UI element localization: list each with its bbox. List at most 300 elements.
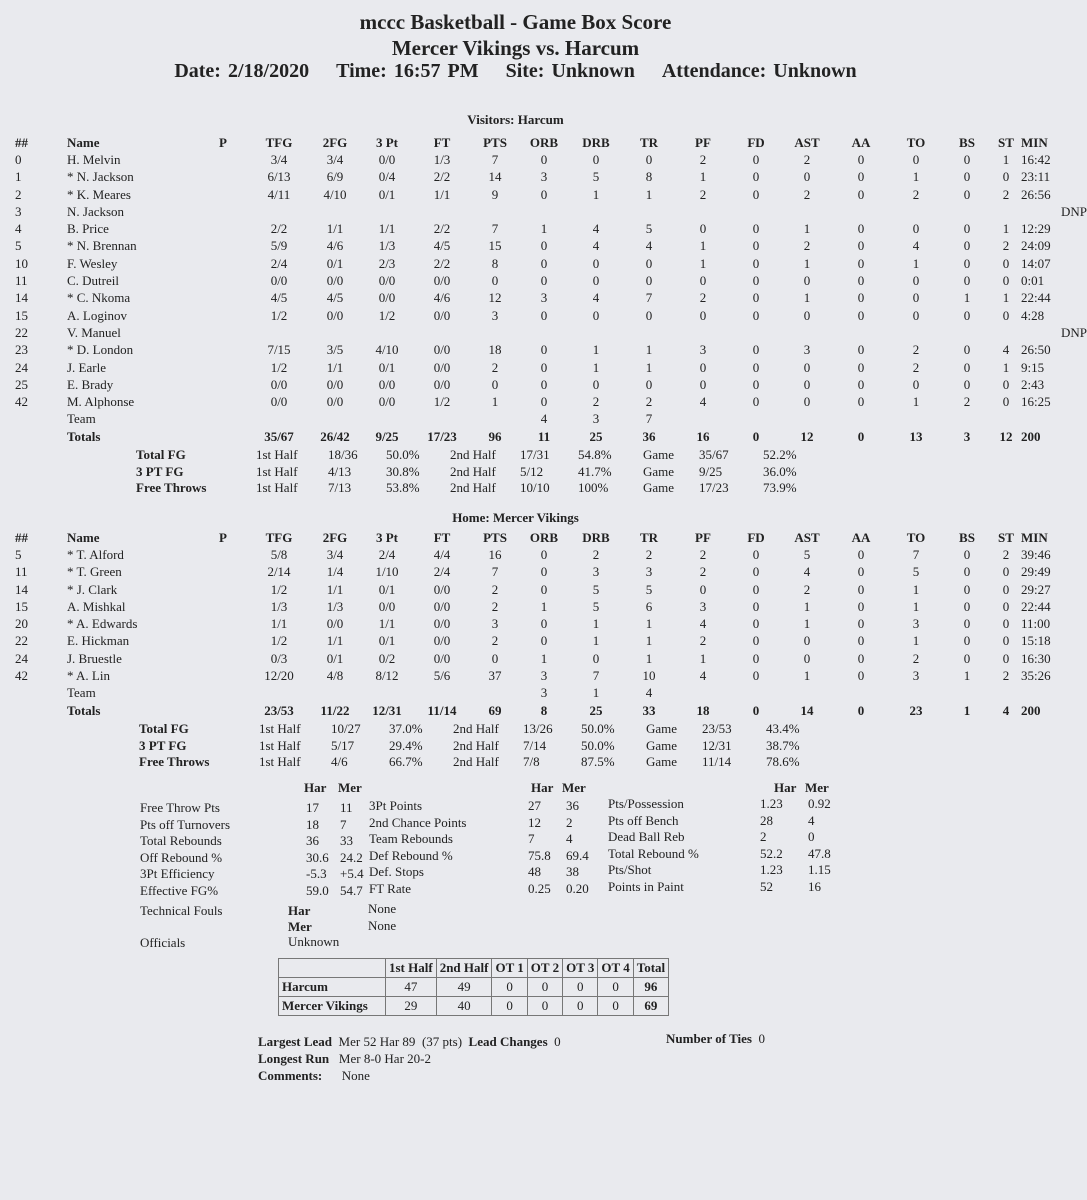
stat-cell (1021, 685, 1087, 702)
stat-cell: 0/0 (378, 273, 396, 289)
stat-cell: 4/10 (375, 342, 399, 358)
stat-cell: 7 (491, 151, 499, 167)
stat-cell (197, 598, 249, 615)
stat-cell: * T. Green (67, 564, 122, 580)
stat-cell: 0 (752, 650, 760, 666)
stat-cell: 4 (645, 238, 653, 254)
stat-cell: 2/4 (433, 564, 451, 580)
totals-cell: 0 (857, 702, 865, 718)
scoreboard-row (279, 978, 669, 997)
stat-cell: 6 (645, 598, 653, 614)
game-site: Site: Unknown (505, 60, 635, 82)
stat-cell: 1 (912, 169, 920, 185)
stat-cell (833, 203, 889, 220)
totals-cell: 200 (1021, 702, 1041, 718)
stat-cell (781, 324, 833, 341)
stat-cell (675, 203, 731, 220)
player-row (15, 169, 1087, 186)
stat-cell: 0/0 (378, 151, 396, 167)
summary-cell: 2nd Half (453, 737, 499, 753)
stat-cell: 1/2 (270, 307, 288, 323)
totals-cell (15, 702, 67, 719)
stat-cell: 0/3 (270, 650, 288, 666)
stat-cell (413, 685, 471, 702)
advanced-stat-mer: 24.2 (340, 849, 363, 865)
stat-cell: 2/2 (270, 221, 288, 237)
stat-cell: 0 (857, 342, 865, 358)
technical-har-value: None (368, 901, 397, 916)
stat-cell: 5 (645, 221, 653, 237)
column-header: BS (959, 529, 975, 545)
stat-cell: 1 (592, 186, 600, 202)
stat-cell: 0 (752, 394, 760, 410)
stat-cell: 0 (963, 238, 971, 254)
stat-cell: 5 (592, 581, 600, 597)
lead-changes-value: 0 (554, 1034, 561, 1049)
stat-cell: 0 (645, 255, 653, 271)
stat-cell: J. Earle (67, 359, 106, 375)
player-row (15, 564, 1087, 581)
col-head-har: Har (774, 780, 797, 795)
advanced-stat-label: 2nd Chance Points (369, 814, 467, 830)
stat-cell: 23 (15, 342, 28, 358)
stat-cell: 0 (963, 633, 971, 649)
column-header: DRB (582, 529, 610, 545)
stat-cell: 1 (912, 581, 920, 597)
stat-cell (569, 203, 623, 220)
stat-cell: 1/2 (378, 307, 396, 323)
stat-cell (197, 203, 249, 220)
stat-cell: 2 (912, 359, 920, 375)
period-score: 47 (386, 978, 437, 997)
column-header: Name (67, 529, 100, 545)
advanced-stat-label: Pts off Bench (608, 812, 679, 828)
stat-cell: Team (67, 411, 96, 427)
stat-cell: 0 (803, 394, 811, 410)
stat-cell: 11 (15, 564, 28, 580)
stat-cell: 0 (752, 169, 760, 185)
stat-cell: 12:29 (1021, 221, 1051, 237)
advanced-stat-mer: 36 (566, 798, 579, 813)
summary-cell: 50.0% (386, 447, 420, 463)
player-row (15, 650, 1087, 667)
stat-cell: 0 (752, 616, 760, 632)
stat-cell: 1/3 (378, 238, 396, 254)
shooting-summary-row (139, 754, 826, 771)
stat-cell: 2/14 (267, 564, 291, 580)
stat-cell (731, 411, 781, 428)
stat-cell (361, 411, 413, 428)
stat-cell: 24 (15, 650, 28, 666)
stat-cell: 15 (488, 238, 502, 254)
stat-cell: 0 (592, 255, 600, 271)
advanced-stat-label: 3Pt Points (369, 798, 423, 813)
player-row (15, 151, 1087, 168)
player-row (15, 238, 1087, 255)
stat-cell: 0/0 (433, 633, 451, 649)
stat-cell: 9:15 (1021, 359, 1045, 375)
stat-cell: 0/0 (326, 376, 344, 392)
advanced-stat-har: 52 (760, 878, 773, 894)
stat-cell: 0 (963, 307, 971, 323)
advanced-stat-label: Effective FG% (140, 882, 219, 898)
stat-cell: 16 (488, 546, 502, 562)
summary-cell: 10/27 (331, 721, 361, 737)
stat-cell: 0 (540, 359, 548, 375)
stat-cell: 0 (752, 376, 760, 392)
stat-cell: 24:09 (1021, 238, 1051, 254)
shooting-summary-row (136, 480, 823, 497)
player-row (15, 633, 1087, 650)
stat-cell: 0 (963, 546, 971, 562)
stat-cell: 4:28 (1021, 307, 1045, 323)
stat-cell: 1/1 (378, 221, 396, 237)
column-header: FD (747, 134, 765, 150)
team-name: Mercer Vikings (279, 997, 386, 1016)
advanced-stat-har: 7 (528, 831, 535, 846)
summary-cell: 1st Half (256, 463, 298, 479)
stat-cell: 0 (1002, 307, 1010, 323)
stat-cell: 0 (912, 376, 920, 392)
stat-cell: 8 (491, 255, 499, 271)
stat-cell: 0 (540, 633, 548, 649)
stat-cell (361, 324, 413, 341)
column-header: DRB (582, 134, 610, 150)
stat-cell: 0 (699, 221, 707, 237)
stat-cell: 1 (645, 186, 653, 202)
totals-cell: 33 (642, 702, 656, 718)
stat-cell: 7 (491, 221, 499, 237)
stat-cell: 0 (963, 221, 971, 237)
stat-cell (519, 203, 569, 220)
stat-cell: 0/0 (433, 273, 451, 289)
summary-cell: Game (643, 480, 675, 496)
stat-cell: 4/5 (326, 290, 344, 306)
column-header: TR (639, 134, 659, 150)
period-header: 2nd Half (436, 959, 492, 978)
stat-cell: 0 (540, 546, 548, 562)
comments-value: None (341, 1068, 370, 1083)
game-time: Time: 16:57 PM (336, 60, 479, 82)
totals-cell: 96 (488, 428, 502, 444)
stat-cell: 15 (15, 307, 28, 323)
stat-cell: 1 (912, 255, 920, 271)
advanced-stat-mer: 7 (340, 816, 347, 832)
stat-cell: 2 (645, 546, 653, 562)
summary-cell: 50.0% (581, 721, 615, 737)
stat-cell (471, 411, 519, 428)
summary-cell: 11/14 (702, 754, 732, 770)
column-header: ## (15, 529, 28, 545)
player-row (15, 411, 1087, 428)
summary-cell: 2nd Half (450, 463, 496, 479)
stat-cell: 0 (963, 616, 971, 632)
stat-cell: 7/15 (267, 342, 291, 358)
totals-cell: 0 (857, 428, 865, 444)
stat-cell: 1 (912, 633, 920, 649)
stat-cell (675, 324, 731, 341)
advanced-stat-label: FT Rate (369, 880, 412, 896)
visitors-shooting-summary (136, 447, 823, 497)
stat-cell: N. Jackson (67, 203, 125, 219)
player-row (15, 376, 1087, 393)
stat-cell: V. Manuel (67, 324, 121, 340)
stat-cell: 3 (15, 203, 22, 219)
stat-cell: 0 (540, 186, 548, 202)
player-row (15, 272, 1087, 289)
stat-cell: 0 (491, 376, 499, 392)
stat-cell: 1 (803, 255, 811, 271)
summary-cell: Total FG (139, 721, 189, 737)
stat-cell: C. Dutreil (67, 273, 119, 289)
stat-cell: 0 (1002, 273, 1010, 289)
column-header: P (219, 529, 227, 545)
summary-cell: 36.0% (763, 463, 797, 479)
stat-cell: DNP (1060, 324, 1087, 340)
stat-cell: 0 (857, 151, 865, 167)
advanced-stat-mer: 2 (566, 814, 573, 830)
stat-cell: 0/0 (270, 376, 288, 392)
stat-cell: 0 (857, 668, 865, 684)
stat-cell: 0 (803, 376, 811, 392)
stat-cell (731, 685, 781, 702)
stat-cell: 3/4 (326, 151, 344, 167)
column-header: TO (906, 529, 926, 545)
visitors-title: Visitors: Harcum (467, 112, 564, 127)
stat-cell: 2 (803, 186, 811, 202)
stat-cell: 2/4 (378, 546, 396, 562)
stat-cell (197, 411, 249, 428)
stat-cell: 2 (491, 581, 499, 597)
stat-cell: DNP (1060, 203, 1087, 219)
stat-cell (623, 324, 675, 341)
advanced-stat-mer: 4 (808, 812, 815, 828)
table-header-row (15, 529, 1087, 546)
stat-cell: 1 (699, 255, 707, 271)
totals-cell: 25 (589, 428, 603, 444)
summary-cell: 4/13 (328, 463, 352, 479)
column-header: BS (959, 134, 975, 150)
totals-cell: 25 (589, 702, 603, 718)
stat-cell: 2 (1002, 238, 1010, 254)
stat-cell (197, 151, 249, 168)
summary-cell: 2nd Half (450, 480, 496, 496)
column-header: PTS (483, 529, 507, 545)
summary-cell: 38.7% (766, 737, 800, 753)
totals-row (15, 702, 1087, 719)
stat-cell: 0 (1002, 394, 1010, 410)
stat-cell: 0/1 (378, 359, 396, 375)
summary-cell: 3 PT FG (139, 737, 187, 753)
stat-cell: 3 (491, 616, 499, 632)
stat-cell: 1 (592, 359, 600, 375)
player-row (15, 685, 1087, 702)
stat-cell: 8 (645, 169, 653, 185)
stat-cell: 3/4 (270, 151, 288, 167)
ties-label: Number of Ties (666, 1031, 752, 1046)
ties-value: 0 (758, 1031, 765, 1046)
period-score: 0 (563, 997, 598, 1016)
stat-cell (197, 546, 249, 563)
advanced-stat-har: 12 (528, 814, 541, 830)
stat-cell: 0 (1002, 581, 1010, 597)
stat-cell (889, 411, 943, 428)
column-header: FT (433, 134, 451, 150)
stat-cell: 1 (491, 394, 499, 410)
summary-cell: 4/6 (331, 754, 348, 770)
stat-cell (569, 324, 623, 341)
summary-cell: 66.7% (389, 754, 423, 770)
period-score: 29 (386, 997, 437, 1016)
totals-cell: 18 (696, 702, 710, 718)
stat-cell (781, 685, 833, 702)
totals-cell: 0 (752, 702, 760, 718)
stat-cell: 14:07 (1021, 255, 1051, 271)
stat-cell: 2 (491, 633, 499, 649)
stat-cell: 0 (857, 221, 865, 237)
stat-cell: 5 (15, 546, 22, 562)
totals-cell: 12 (999, 428, 1013, 444)
stat-cell: 1 (645, 342, 653, 358)
longest-run-value: Mer 8-0 Har 20-2 (338, 1051, 431, 1066)
summary-cell: Game (643, 463, 675, 479)
stat-cell: 0 (491, 650, 499, 666)
stat-cell: 0 (491, 273, 499, 289)
column-header: ST (998, 529, 1014, 545)
period-header: 1st Half (386, 959, 437, 978)
player-row (15, 581, 1087, 598)
stat-cell: 1 (592, 342, 600, 358)
advanced-stat-mer: 11 (340, 800, 353, 815)
stat-cell: 7 (645, 290, 653, 306)
stat-cell: E. Hickman (67, 633, 130, 649)
period-header (279, 959, 386, 978)
period-score: 0 (598, 997, 633, 1016)
stat-cell (197, 633, 249, 650)
stat-cell: 0 (699, 581, 707, 597)
report-title: mccc Basketball - Game Box Score (359, 10, 672, 34)
stat-cell: 4 (592, 221, 600, 237)
stat-cell (471, 685, 519, 702)
stat-cell: 1 (803, 290, 811, 306)
stat-cell: 3 (540, 169, 548, 185)
stat-cell: 0 (752, 359, 760, 375)
stat-cell: 0 (540, 564, 548, 580)
totals-cell (197, 428, 249, 445)
column-header: 2FG (322, 529, 348, 545)
stat-cell (197, 290, 249, 307)
column-header: AST (794, 134, 820, 150)
column-header: TR (639, 529, 659, 545)
totals-cell: 11/22 (320, 702, 350, 718)
advanced-stat-mer: 1.15 (808, 862, 831, 877)
stat-cell: 1 (1002, 290, 1010, 306)
summary-cell: 1st Half (259, 754, 301, 770)
totals-cell: 11 (537, 428, 551, 444)
player-row (15, 393, 1087, 410)
advanced-stat-har: 18 (306, 816, 319, 832)
advanced-stat-har: 59.0 (306, 882, 329, 898)
advanced-stat-label: Pts off Turnovers (140, 816, 231, 832)
stat-cell (197, 342, 249, 359)
stat-cell (943, 324, 991, 341)
stat-cell: A. Loginov (67, 307, 127, 323)
stat-cell: 2 (803, 238, 811, 254)
period-score: 49 (436, 978, 492, 997)
stat-cell: 20 (15, 616, 28, 632)
stat-cell: 0 (540, 616, 548, 632)
stat-cell (197, 255, 249, 272)
stat-cell: 3 (540, 668, 548, 684)
column-header: MIN (1021, 529, 1048, 545)
summary-cell: Free Throws (139, 754, 210, 770)
stat-cell (675, 685, 731, 702)
summary-cell: 43.4% (766, 721, 800, 737)
stat-cell: 26:50 (1021, 342, 1051, 358)
stat-cell: 3 (912, 616, 920, 632)
stat-cell: 0 (540, 581, 548, 597)
stat-cell: 0 (857, 394, 865, 410)
stat-cell: 1 (803, 221, 811, 237)
stat-cell: B. Price (67, 221, 109, 237)
stat-cell: 0 (699, 307, 707, 323)
stat-cell (731, 324, 781, 341)
stat-cell: 0 (912, 307, 920, 323)
stat-cell: 0/0 (326, 394, 344, 410)
stat-cell: 1/1 (378, 616, 396, 632)
stat-cell: 0 (912, 290, 920, 306)
stat-cell (519, 324, 569, 341)
stat-cell: 0 (540, 342, 548, 358)
stat-cell: 4/8 (326, 668, 344, 684)
stat-cell: 0/0 (326, 616, 344, 632)
scoring-by-period-table (278, 958, 669, 1016)
shooting-summary-row (136, 464, 823, 481)
stat-cell: 0 (857, 581, 865, 597)
stat-cell: 4 (592, 238, 600, 254)
stat-cell (1021, 411, 1087, 428)
totals-cell: 200 (1021, 428, 1041, 444)
stat-cell: 0 (752, 255, 760, 271)
stat-cell (889, 685, 943, 702)
summary-cell: 18/36 (328, 447, 358, 463)
stat-cell: 0 (803, 273, 811, 289)
stat-cell: 14 (15, 581, 28, 597)
stat-cell: 2 (699, 546, 707, 562)
stat-cell: 2 (1002, 546, 1010, 562)
stat-cell: 2 (1002, 668, 1010, 684)
stat-cell: * K. Meares (67, 186, 131, 202)
advanced-stat-mer: 0 (808, 829, 815, 844)
stat-cell: 0/1 (378, 186, 396, 202)
stat-cell: 0 (1002, 376, 1010, 392)
summary-cell: 54.8% (578, 447, 612, 463)
advanced-stat-mer: +5.4 (340, 866, 364, 881)
stat-cell (471, 324, 519, 341)
stat-cell: 2 (912, 186, 920, 202)
stat-cell: 0 (803, 169, 811, 185)
summary-cell: Game (643, 447, 675, 463)
advanced-stat-label: Pts/Possession (608, 796, 684, 811)
stat-cell (197, 272, 249, 289)
stat-cell: 0 (857, 169, 865, 185)
stat-cell: 6/9 (326, 169, 344, 185)
stat-cell: 0 (540, 376, 548, 392)
stat-cell (249, 685, 309, 702)
advanced-stat-mer: 54.7 (340, 882, 363, 898)
stat-cell: 0 (752, 581, 760, 597)
totals-cell: 35/67 (264, 428, 294, 444)
